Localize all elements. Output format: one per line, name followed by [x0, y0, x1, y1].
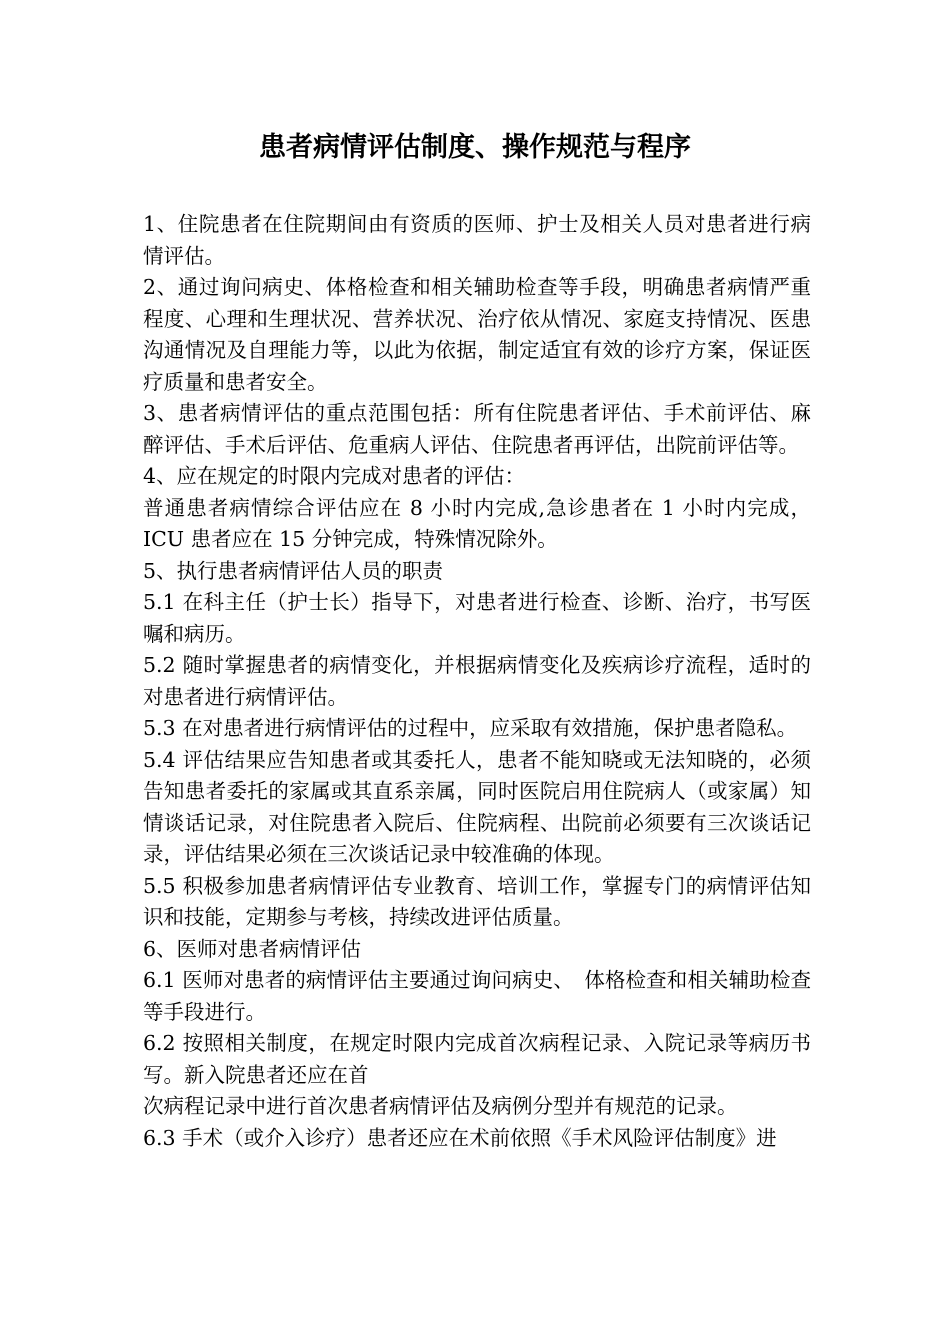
document-title: 患者病情评估制度、操作规范与程序 — [259, 132, 691, 163]
paragraph: 6.2 按照相关制度，在规定时限内完成首次病程记录、入院记录等病历书写。新入院患者还应在首 — [143, 1031, 811, 1087]
paragraph: 5.5 积极参加患者病情评估专业教育、培训工作，掌握专门的病情评估知识和技能，定期参与考核，持续改进评估质量。 — [143, 873, 811, 929]
paragraph: 6.1 医师对患者的病情评估主要通过询问病史、 体格检查和相关辅助检查等手段进行。 — [143, 968, 811, 1024]
paragraph: 5.1 在科主任（护士长）指导下，对患者进行检查、诊断、治疗，书写医嘱和病历。 — [143, 590, 811, 646]
paragraph: 4、应在规定的时限内完成对患者的评估： — [143, 464, 526, 488]
paragraph: 5.4 评估结果应告知患者或其委托人，患者不能知晓或无法知晓的，必须告知患者委托的家属或其直系亲属，同时医院启用住院病人（或家属）知情谈话记录，对住院患者入院后、住院病程、出院前必须要有三次谈话记录，评估结果必须在三次谈话记录中较准确的体现。 — [143, 747, 811, 866]
paragraph: 次病程记录中进行首次患者病情评估及病例分型并有规范的记录。 — [143, 1094, 738, 1118]
paragraph: 3、患者病情评估的重点范围包括：所有住院患者评估、手术前评估、麻醉评估、手术后评估、危重病人评估、住院患者再评估，出院前评估等。 — [143, 401, 811, 457]
paragraph: 6、医师对患者病情评估 — [143, 936, 362, 961]
document-body — [143, 209, 811, 1154]
paragraph: 5、执行患者病情评估人员的职责 — [143, 558, 444, 583]
paragraph: 5.3 在对患者进行病情评估的过程中，应采取有效措施，保护患者隐私。 — [143, 716, 798, 740]
paragraph: 5.2 随时掌握患者的病情变化，并根据病情变化及疾病诊疗流程，适时的对患者进行病情评估。 — [143, 653, 811, 709]
paragraph: 2、通过询问病史、体格检查和相关辅助检查等手段，明确患者病情严重程度、心理和生理状况、营养状况、治疗依从情况、家庭支持情况、医患沟通情况及自理能力等，以此为依据，制定适宜有效的诊疗方案，保证医疗质量和患者安全。 — [143, 275, 811, 394]
paragraph: 1、住院患者在住院期间由有资质的医师、护士及相关人员对患者进行病情评估。 — [143, 212, 811, 268]
paragraph: 普通患者病情综合评估应在 8 小时内完成,急诊患者在 1 小时内完成，ICU 患者应在 15 分钟完成，特殊情况除外。 — [143, 495, 811, 551]
paragraph: 6.3 手术（或介入诊疗）患者还应在术前依照《手术风险评估制度》进 — [143, 1125, 777, 1150]
